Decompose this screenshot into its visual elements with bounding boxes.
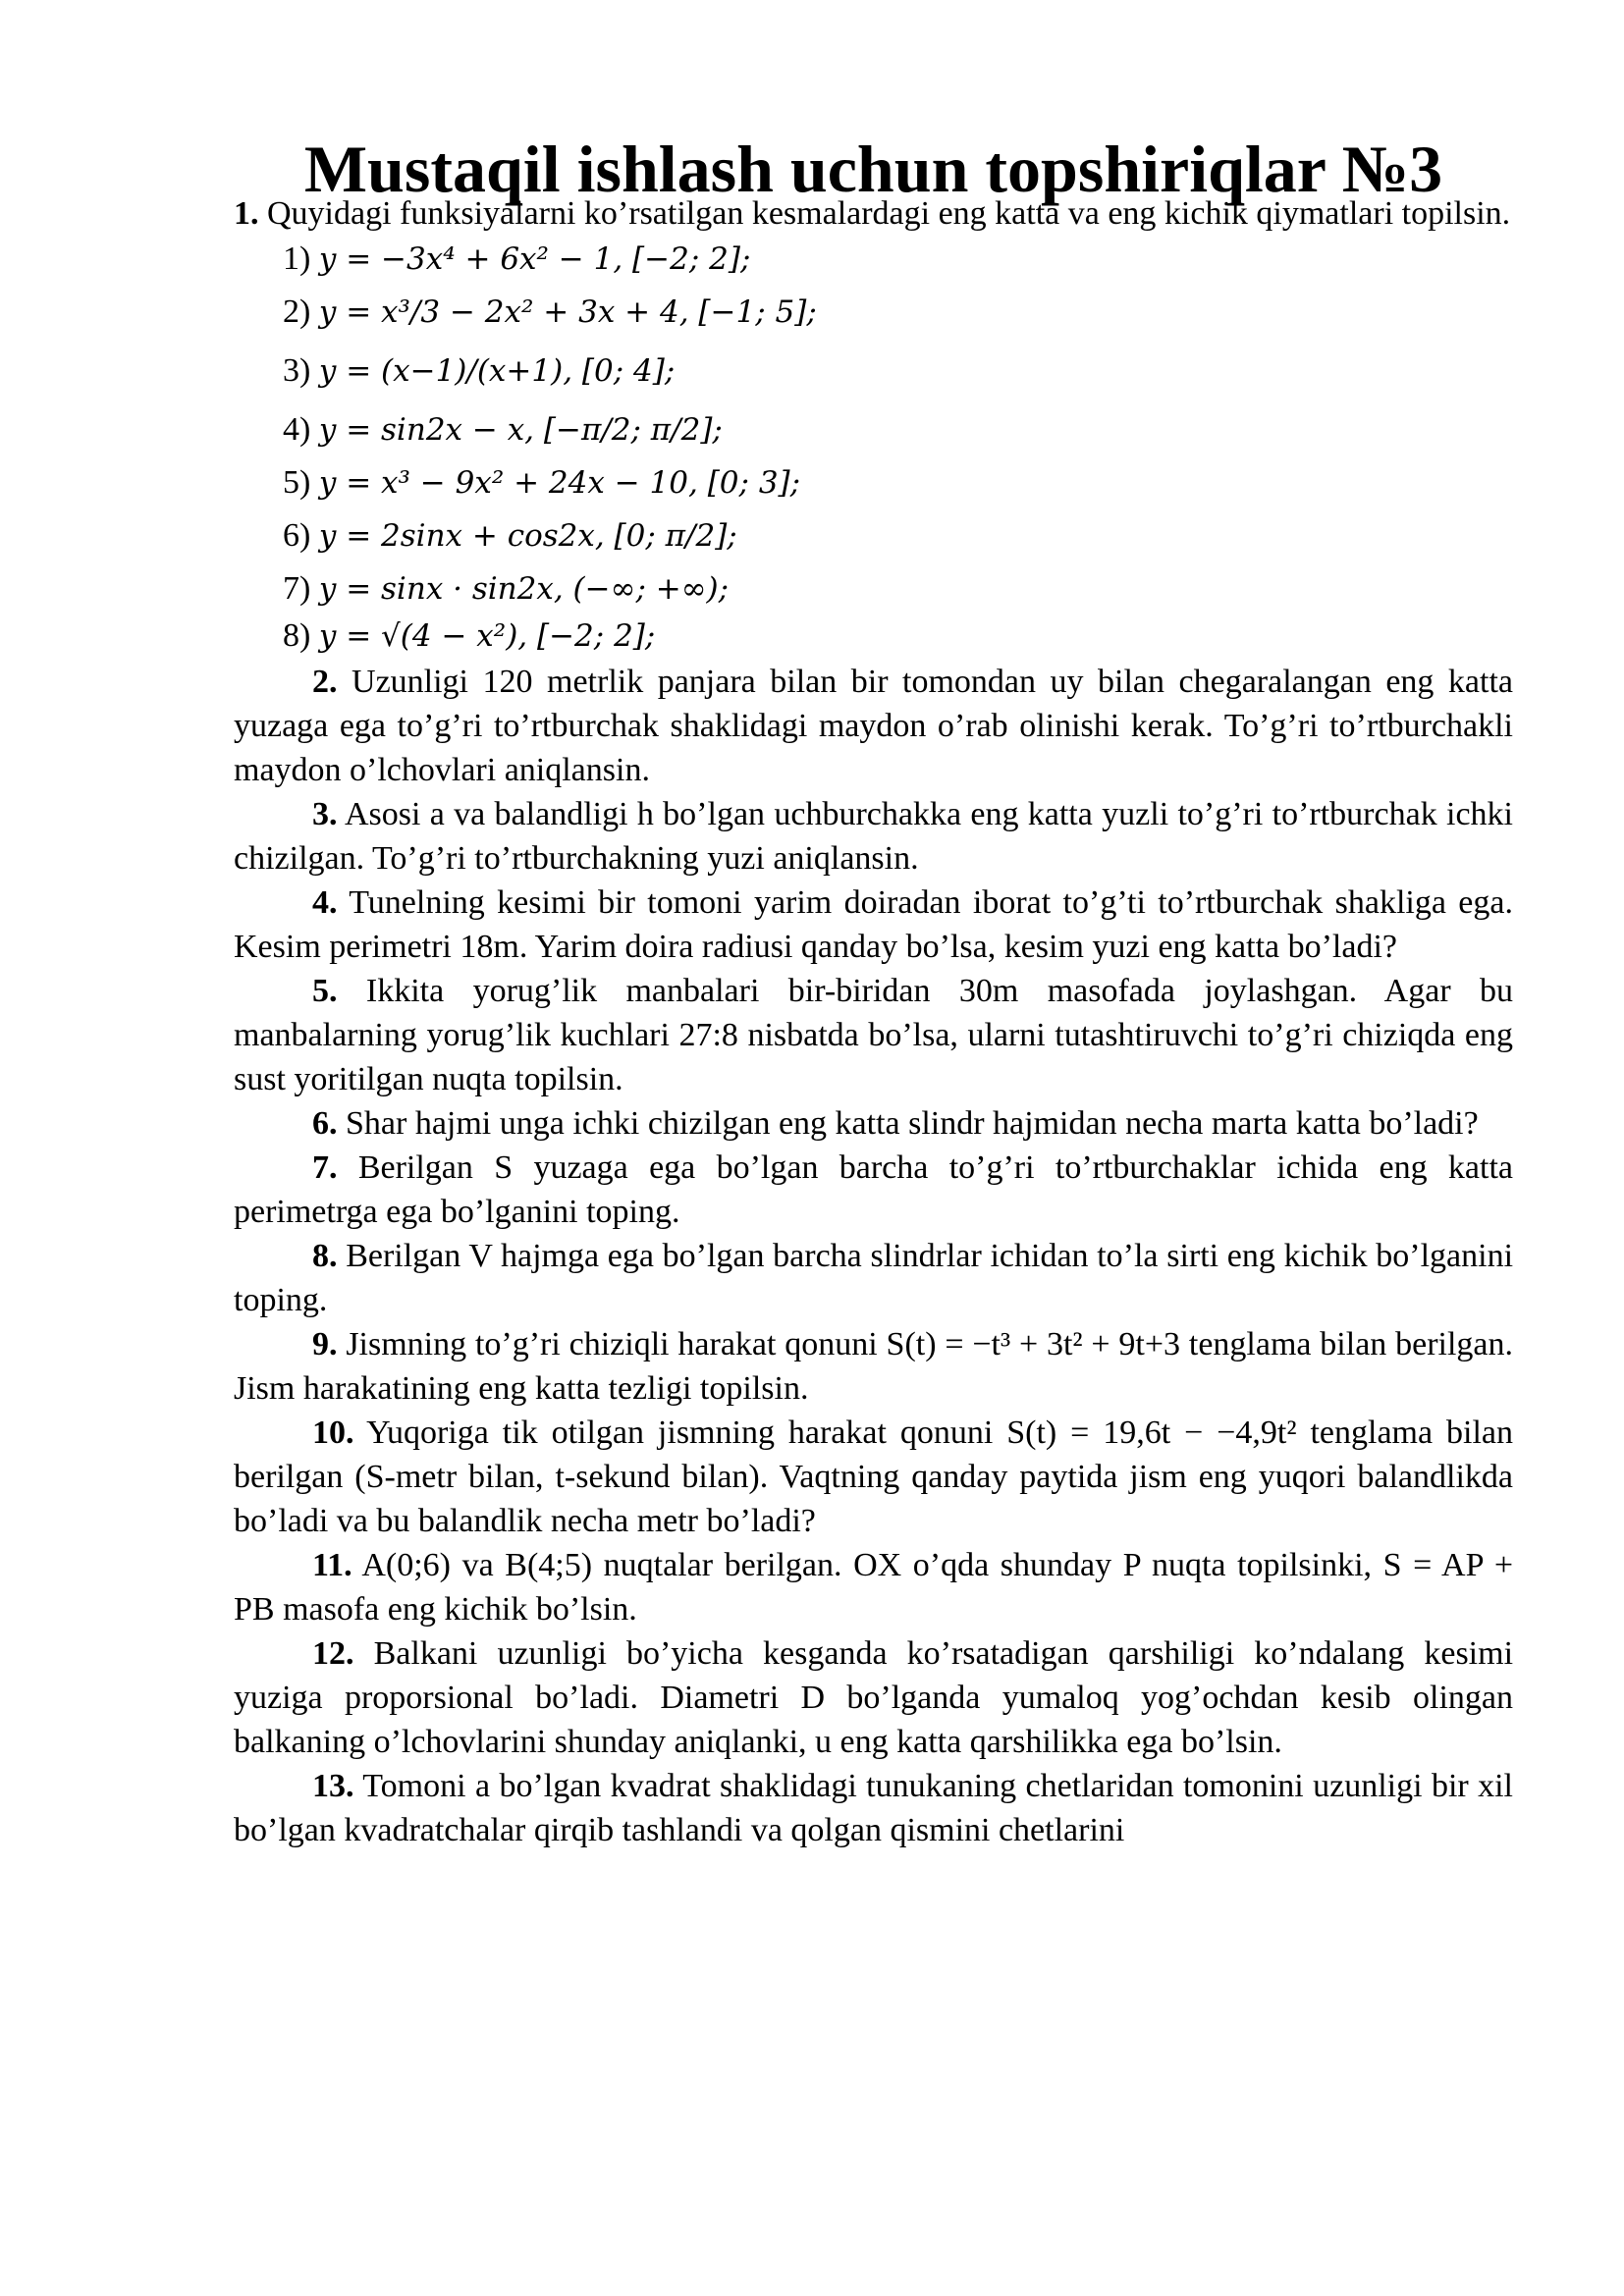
item-expression: y = (x−1)/(x+1), [0; 4]; xyxy=(318,353,676,389)
task-3 xyxy=(234,792,1513,881)
task-body: A(0;6) va B(4;5) nuqtalar berilgan. OX o’qda shunday P nuqta topilsinki, S = AP + PB masofa eng kichik bo’lsin. xyxy=(234,1547,1513,1628)
task-number: 9. xyxy=(312,1326,338,1362)
task-number: 11. xyxy=(312,1547,352,1583)
task-number: 6. xyxy=(312,1105,338,1142)
function-item xyxy=(234,565,1513,613)
task-body: Shar hajmi unga ichki chizilgan eng katta slindr hajmidan necha marta katta bo’ladi? xyxy=(346,1105,1479,1142)
task-number: 8. xyxy=(312,1238,338,1274)
task-number: 5. xyxy=(312,973,338,1009)
task-1 xyxy=(234,191,1513,660)
task-number: 4. xyxy=(312,884,338,921)
document-page xyxy=(234,132,1514,1852)
task-1-text xyxy=(234,191,1513,236)
task-11 xyxy=(234,1543,1513,1631)
item-expression: y = x³ − 9x² + 24x − 10, [0; 3]; xyxy=(318,465,801,501)
task-body: Quyidagi funksiyalarni ko’rsatilgan kesmalardagi eng katta va eng kichik qiymatlari topilsin. xyxy=(267,195,1511,232)
document-title: Mustaqil ishlash uchun topshiriqlar №3 xyxy=(303,132,1443,206)
item-label: 2) xyxy=(283,294,311,330)
task-number: 1. xyxy=(234,195,259,232)
task-body: Berilgan S yuzaga ega bo’lgan barcha to’g’ri to’rtburchaklar ichida eng katta perimetrga ega bo’lganini toping. xyxy=(234,1149,1513,1230)
item-expression: y = 2sinx + cos2x, [0; π/2]; xyxy=(318,518,737,554)
item-expression: y = sinx · sin2x, (−∞; +∞); xyxy=(318,571,730,607)
task-2 xyxy=(234,660,1513,792)
task-13 xyxy=(234,1764,1513,1852)
task-body: Ikkita yorug’lik manbalari bir-biridan 30m masofada joylashgan. Agar bu manbalarning yorug’lik kuchlari 27:8 nisbatda bo’lsa, ularni tutashtiruvchi to’g’ri chiziqda eng sust yoritilgan nuqta topilsin. xyxy=(234,973,1514,1097)
task-9 xyxy=(234,1322,1513,1411)
task-5 xyxy=(234,969,1513,1101)
item-label: 1) xyxy=(283,240,311,277)
item-label: 5) xyxy=(283,464,311,501)
task-4 xyxy=(234,881,1513,969)
function-item xyxy=(234,507,1513,565)
item-expression: y = x³/3 − 2x² + 3x + 4, [−1; 5]; xyxy=(318,294,817,330)
task-number: 10. xyxy=(312,1415,354,1451)
task-body: Asosi a va balandligi h bo’lgan uchburchakka eng katta yuzli to’g’ri to’rtburchak ichki chizilgan. To’g’ri to’rtburchakning yuzi aniqlansin. xyxy=(234,796,1513,877)
function-item xyxy=(234,236,1513,283)
task-number: 7. xyxy=(312,1149,338,1186)
item-label: 6) xyxy=(283,517,311,554)
item-expression: y = sin2x − x, [−π/2; π/2]; xyxy=(318,412,723,448)
task-number: 3. xyxy=(312,796,338,832)
item-label: 3) xyxy=(283,352,311,389)
function-item xyxy=(234,400,1513,459)
task-body: Yuqoriga tik otilgan jismning harakat qonuni S(t) = 19,6t − −4,9t² tenglama bilan berilgan (S-metr bilan, t-sekund bilan). Vaqtning qanday paytida jism eng yuqori balandlikda bo’ladi va bu balandlik necha metr bo’ladi? xyxy=(234,1415,1513,1539)
function-list xyxy=(234,236,1513,660)
function-item xyxy=(234,459,1513,507)
function-item xyxy=(234,342,1513,400)
item-label: 7) xyxy=(283,570,311,607)
task-number: 12. xyxy=(312,1635,354,1672)
task-number: 13. xyxy=(312,1768,354,1804)
item-expression: y = √(4 − x²), [−2; 2]; xyxy=(318,618,656,654)
task-number: 2. xyxy=(312,664,338,700)
task-12 xyxy=(234,1631,1513,1764)
function-item xyxy=(234,283,1513,342)
task-7 xyxy=(234,1146,1513,1234)
item-label: 8) xyxy=(283,617,311,654)
task-body: Uzunligi 120 metrlik panjara bilan bir tomondan uy bilan chegaralangan eng katta yuzaga ega to’g’ri to’rtburchak shaklidagi maydon o’rab olinishi kerak. To’g’ri to’rtburchakli maydon o’lchovlari aniqlansin. xyxy=(234,664,1514,788)
task-body: Tomoni a bo’lgan kvadrat shaklidagi tunukaning chetlaridan tomonini uzunligi bir xil bo’lgan kvadratchalar qirqib tashlandi va qolgan qismini chetlarini xyxy=(234,1768,1513,1848)
task-body: Jismning to’g’ri chiziqli harakat qonuni S(t) = −t³ + 3t² + 9t+3 tenglama bilan berilgan. Jism harakatining eng katta tezligi topilsin. xyxy=(234,1326,1513,1407)
task-body: Berilgan V hajmga ega bo’lgan barcha slindrlar ichidan to’la sirti eng kichik bo’lganini toping. xyxy=(234,1238,1514,1318)
task-6 xyxy=(234,1101,1513,1146)
item-label: 4) xyxy=(283,411,311,448)
task-8 xyxy=(234,1234,1513,1322)
item-expression: y = −3x⁴ + 6x² − 1, [−2; 2]; xyxy=(318,241,751,277)
task-10 xyxy=(234,1411,1513,1543)
task-body: Tunelning kesimi bir tomoni yarim doiradan iborat to’g’ti to’rtburchak shakliga ega. Kesim perimetri 18m. Yarim doira radiusi qanday bo’lsa, kesim yuzi eng katta bo’ladi? xyxy=(234,884,1513,965)
function-item xyxy=(234,613,1513,660)
task-body: Balkani uzunligi bo’yicha kesganda ko’rsatadigan qarshiligi ko’ndalang kesimi yuziga proporsional bo’ladi. Diametri D bo’lganda yumaloq yog’ochdan kesib olingan balkaning o’lchovlarini shunday aniqlanki, u eng katta qarshilikka ega bo’lsin. xyxy=(234,1635,1514,1760)
